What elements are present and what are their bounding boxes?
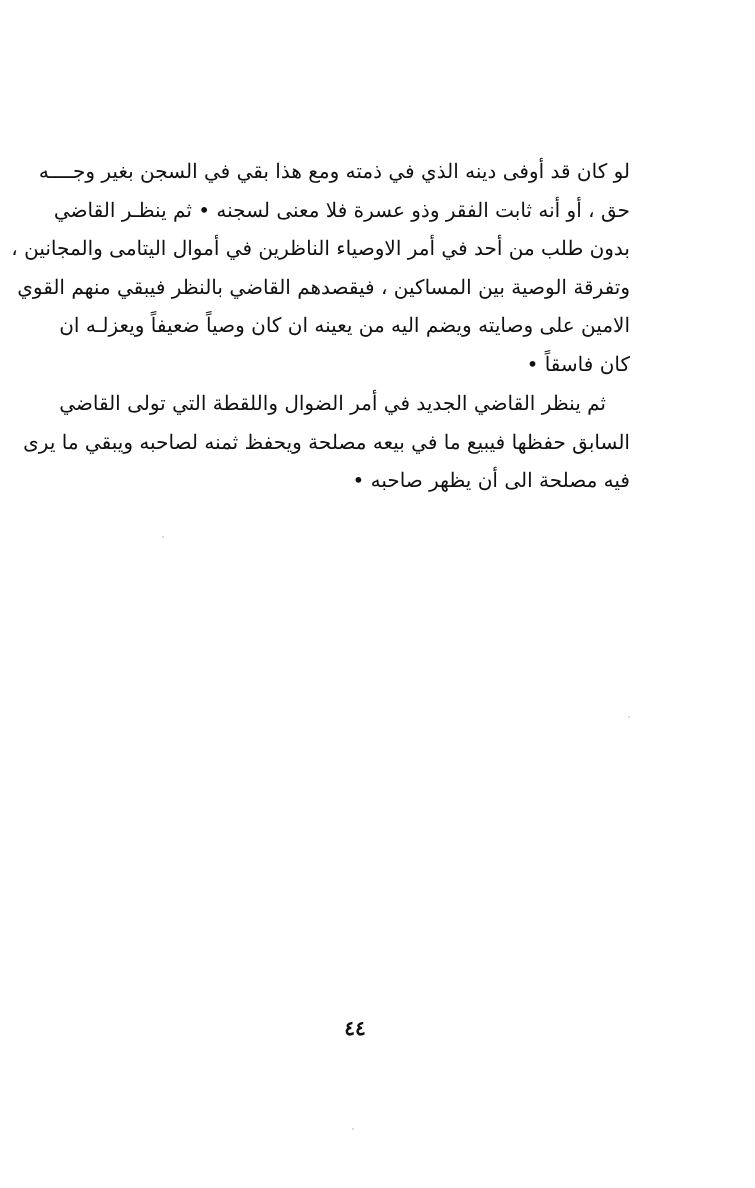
paper-speck: [628, 716, 630, 718]
paragraph-line: وتفرقة الوصية بين المساكين ، فيقصدهم القاضي بالنظر فيبقي منهم القوي: [17, 274, 630, 299]
paragraph-line: كان فاسقاً •: [526, 351, 630, 376]
paragraph-line: لو كان قد أوفى دينه الذي في ذمته ومع هذا بقي في السجن بغير وجــــه: [38, 159, 630, 183]
paragraph-line: ثم ينظر القاضي الجديد في أمر الضوال واللقطة التي تولى القاضي: [59, 391, 606, 415]
page-number: ٤٤: [344, 1016, 366, 1040]
paragraph-line: حق ، أو أنه ثابت الفقر وذو عسرة فلا معنى لسجنه • ثم ينظـر القاضي: [53, 197, 630, 222]
paragraph-line: السابق حفظها فيبيع ما في بيعه مصلحة ويحفظ ثمنه لصاحبه ويبقي ما يرى: [23, 429, 630, 454]
paper-speck: [162, 536, 164, 538]
paragraph-2: [23, 384, 630, 500]
paragraph-line: فيه مصلحة الى أن يظهر صاحبه •: [352, 468, 630, 492]
paragraph-line: بدون طلب من أحد في أمر الاوصياء الناظرين في أموال اليتامى والمجانين ،: [11, 236, 630, 260]
paragraph-1: [11, 152, 630, 383]
paper-speck: [352, 1128, 354, 1130]
paragraph-line: الامين على وصايته ويضم اليه من يعينه ان كان وصياً ضعيفاً ويعزلـه ان: [59, 313, 630, 337]
